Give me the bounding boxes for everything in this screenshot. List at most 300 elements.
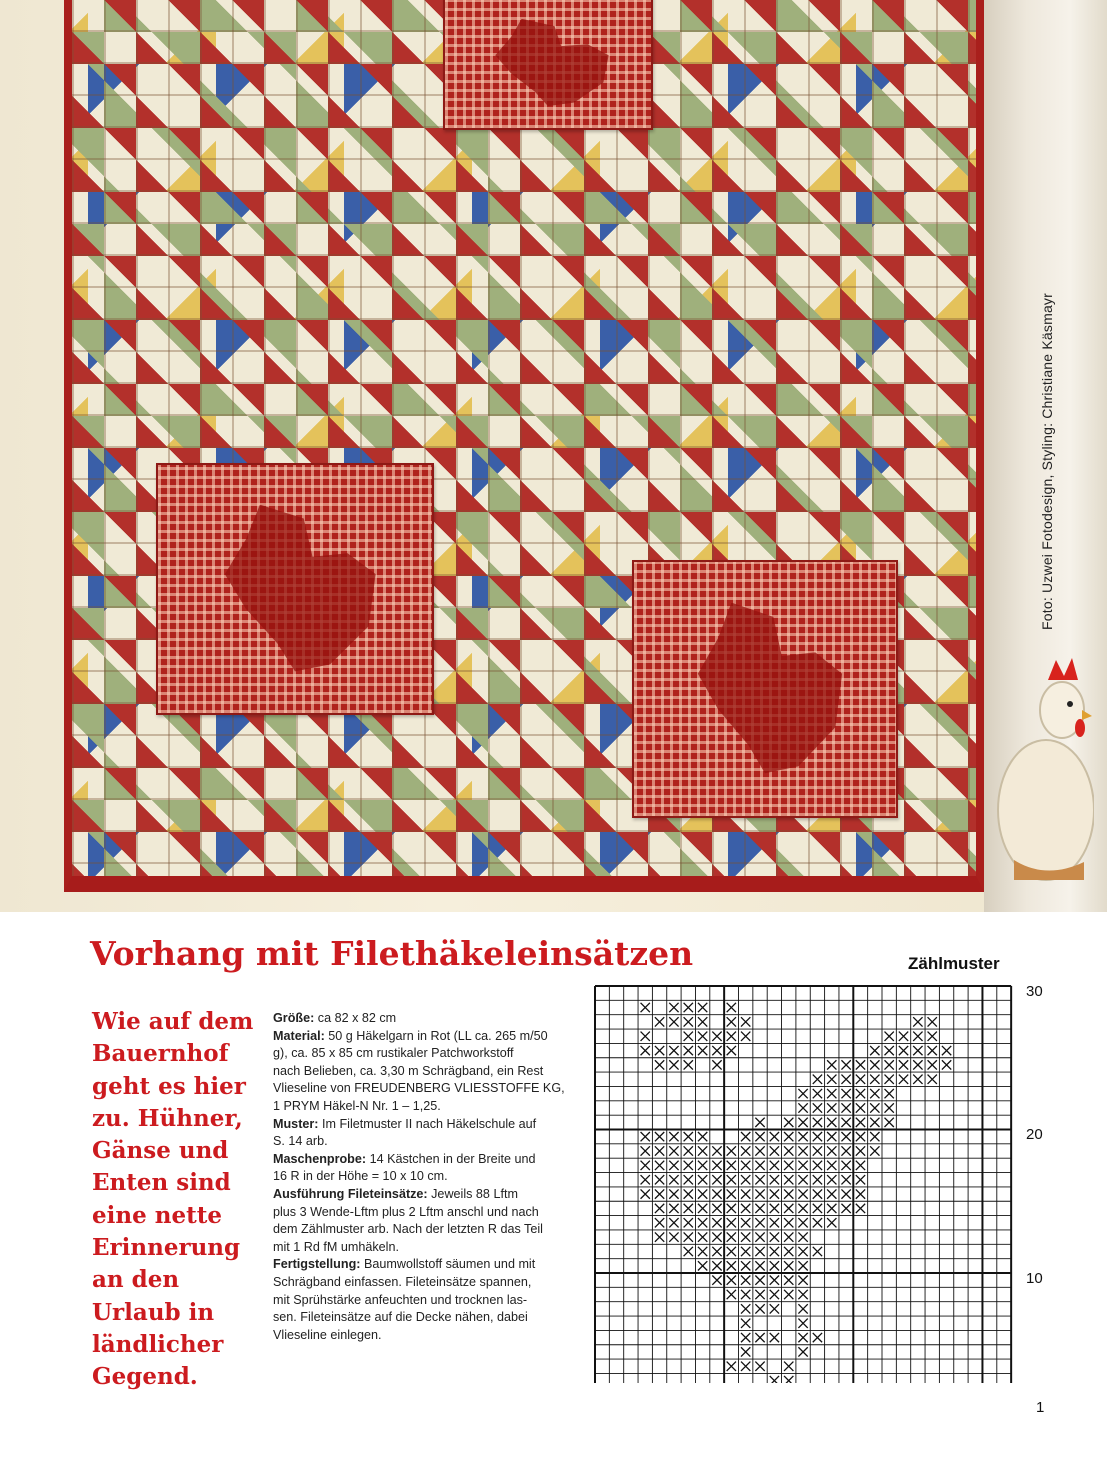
filled-stitch-cross <box>784 1232 793 1241</box>
filled-stitch-cross <box>813 1132 822 1141</box>
filled-stitch-cross <box>741 1347 750 1356</box>
instruction-line <box>273 1168 575 1186</box>
instruction-line <box>273 1028 575 1046</box>
filled-stitch-cross <box>669 1189 678 1198</box>
filled-stitch-cross <box>827 1189 836 1198</box>
filled-stitch-cross <box>798 1218 807 1227</box>
filled-stitch-cross <box>712 1032 721 1041</box>
filled-stitch-cross <box>741 1247 750 1256</box>
filled-stitch-cross <box>784 1146 793 1155</box>
filled-stitch-cross <box>755 1218 764 1227</box>
row-label-30: 30 <box>1026 983 1043 1000</box>
filled-stitch-cross <box>727 1276 736 1285</box>
filled-stitch-cross <box>928 1017 937 1026</box>
filled-stitch-cross <box>684 1060 693 1069</box>
filled-stitch-cross <box>813 1247 822 1256</box>
filled-stitch-cross <box>798 1276 807 1285</box>
filled-stitch-cross <box>641 1032 650 1041</box>
filled-stitch-cross <box>770 1161 779 1170</box>
intro-line: Gegend. <box>92 1363 198 1391</box>
filled-stitch-cross <box>727 1290 736 1299</box>
filled-stitch-cross <box>655 1060 664 1069</box>
filled-stitch-cross <box>727 1032 736 1041</box>
filled-stitch-cross <box>655 1132 664 1141</box>
intro-text <box>92 1006 272 1394</box>
filled-stitch-cross <box>741 1161 750 1170</box>
filled-stitch-cross <box>669 1003 678 1012</box>
filled-stitch-cross <box>755 1261 764 1270</box>
filled-stitch-cross <box>813 1146 822 1155</box>
filled-stitch-cross <box>856 1189 865 1198</box>
filled-stitch-cross <box>741 1175 750 1184</box>
filled-stitch-cross <box>841 1175 850 1184</box>
filled-stitch-cross <box>856 1060 865 1069</box>
filled-stitch-cross <box>813 1075 822 1084</box>
filled-stitch-cross <box>755 1247 764 1256</box>
instruction-text: nach Belieben, ca. 3,30 m Schrägband, ein Rest <box>273 1063 544 1078</box>
intro-line: Enten sind <box>92 1169 231 1197</box>
filled-stitch-cross <box>856 1175 865 1184</box>
filled-stitch-cross <box>798 1175 807 1184</box>
filled-stitch-cross <box>798 1347 807 1356</box>
filled-stitch-cross <box>741 1362 750 1371</box>
filled-stitch-cross <box>669 1017 678 1026</box>
filled-stitch-cross <box>841 1146 850 1155</box>
filled-stitch-cross <box>741 1290 750 1299</box>
filled-stitch-cross <box>741 1204 750 1213</box>
instruction-line <box>273 1098 575 1116</box>
filled-stitch-cross <box>770 1204 779 1213</box>
filled-stitch-cross <box>870 1132 879 1141</box>
filled-stitch-cross <box>641 1146 650 1155</box>
filled-stitch-cross <box>770 1376 779 1383</box>
filled-stitch-cross <box>669 1161 678 1170</box>
filled-stitch-cross <box>655 1189 664 1198</box>
filled-stitch-cross <box>741 1017 750 1026</box>
ceramic-hen-figurine <box>984 640 1094 890</box>
filled-stitch-cross <box>727 1362 736 1371</box>
filled-stitch-cross <box>698 1247 707 1256</box>
filled-stitch-cross <box>870 1046 879 1055</box>
filled-stitch-cross <box>784 1276 793 1285</box>
rooster-motif <box>681 603 849 781</box>
filled-stitch-cross <box>755 1276 764 1285</box>
filled-stitch-cross <box>784 1175 793 1184</box>
instruction-text: 14 Kästchen in der Breite und <box>366 1151 536 1166</box>
instruction-text: plus 3 Wende-Lftm plus 2 Lftm anschl und nach <box>273 1204 539 1219</box>
instruction-line <box>273 1274 575 1292</box>
intro-line: Wie auf dem <box>92 1008 254 1035</box>
filled-stitch-cross <box>655 1232 664 1241</box>
filled-stitch-cross <box>784 1362 793 1371</box>
filled-stitch-cross <box>856 1075 865 1084</box>
filled-stitch-cross <box>813 1333 822 1342</box>
filled-stitch-cross <box>712 1189 721 1198</box>
filled-stitch-cross <box>655 1161 664 1170</box>
filled-stitch-cross <box>641 1003 650 1012</box>
instruction-text: sen. Fileteinsätze auf die Decke nähen, dabei <box>273 1310 528 1325</box>
filled-stitch-cross <box>913 1046 922 1055</box>
filled-stitch-cross <box>827 1060 836 1069</box>
filled-stitch-cross <box>755 1290 764 1299</box>
filled-stitch-cross <box>798 1204 807 1213</box>
filled-stitch-cross <box>856 1204 865 1213</box>
filled-stitch-cross <box>841 1204 850 1213</box>
filled-stitch-cross <box>885 1032 894 1041</box>
filled-stitch-cross <box>727 1204 736 1213</box>
instruction-label: Maschenprobe: <box>273 1151 367 1166</box>
instruction-text: Im Filetmuster II nach Häkelschule auf <box>318 1116 537 1131</box>
filled-stitch-cross <box>641 1046 650 1055</box>
filled-stitch-cross <box>741 1189 750 1198</box>
filled-stitch-cross <box>798 1290 807 1299</box>
filled-stitch-cross <box>885 1118 894 1127</box>
filled-stitch-cross <box>827 1161 836 1170</box>
filled-stitch-cross <box>813 1204 822 1213</box>
filled-stitch-cross <box>813 1175 822 1184</box>
filled-stitch-cross <box>942 1046 951 1055</box>
filled-stitch-cross <box>727 1003 736 1012</box>
filled-stitch-cross <box>669 1132 678 1141</box>
intro-line: Erinnerung <box>92 1234 241 1262</box>
instructions-text <box>273 1010 575 1344</box>
filled-stitch-cross <box>684 1175 693 1184</box>
filled-stitch-cross <box>641 1132 650 1141</box>
instruction-line <box>273 1186 575 1204</box>
filled-stitch-cross <box>928 1060 937 1069</box>
filled-stitch-cross <box>727 1218 736 1227</box>
filled-stitch-cross <box>827 1118 836 1127</box>
filled-stitch-cross <box>684 1046 693 1055</box>
instruction-text: S. 14 arb. <box>273 1134 328 1149</box>
instruction-line <box>273 1204 575 1222</box>
filled-stitch-cross <box>755 1146 764 1155</box>
filled-stitch-cross <box>784 1218 793 1227</box>
filled-stitch-cross <box>741 1132 750 1141</box>
intro-line: ländlicher <box>92 1330 224 1358</box>
filled-stitch-cross <box>669 1232 678 1241</box>
row-label-1: 1 <box>1036 1399 1045 1416</box>
filled-stitch-cross <box>712 1175 721 1184</box>
instruction-line <box>273 1292 575 1310</box>
filled-stitch-cross <box>913 1060 922 1069</box>
filled-stitch-cross <box>770 1146 779 1155</box>
intro-line: an den <box>92 1266 180 1294</box>
filled-stitch-cross <box>870 1146 879 1155</box>
filled-stitch-cross <box>770 1132 779 1141</box>
filled-stitch-cross <box>784 1118 793 1127</box>
instruction-text: Vlieseline von FREUDENBERG VLIESSTOFFE KG, <box>273 1081 565 1096</box>
filled-stitch-cross <box>684 1247 693 1256</box>
filled-stitch-cross <box>684 1003 693 1012</box>
filled-stitch-cross <box>784 1204 793 1213</box>
filled-stitch-cross <box>770 1175 779 1184</box>
instruction-text: 1 PRYM Häkel-N Nr. 1 – 1,25. <box>273 1098 441 1113</box>
filled-stitch-cross <box>698 1204 707 1213</box>
filled-stitch-cross <box>755 1304 764 1313</box>
filled-stitch-cross <box>885 1089 894 1098</box>
filled-stitch-cross <box>928 1075 937 1084</box>
filled-stitch-cross <box>669 1046 678 1055</box>
filled-stitch-cross <box>755 1132 764 1141</box>
filled-stitch-cross <box>885 1103 894 1112</box>
intro-line: geht es hier <box>92 1072 246 1100</box>
intro-line: Urlaub in <box>92 1298 215 1326</box>
filled-stitch-cross <box>813 1218 822 1227</box>
filled-stitch-cross <box>712 1060 721 1069</box>
filled-stitch-cross <box>827 1218 836 1227</box>
rooster-motif <box>207 505 382 679</box>
filled-stitch-cross <box>641 1189 650 1198</box>
filled-stitch-cross <box>928 1046 937 1055</box>
filled-stitch-cross <box>684 1232 693 1241</box>
instruction-line <box>273 1239 575 1257</box>
filled-stitch-cross <box>841 1118 850 1127</box>
filled-stitch-cross <box>856 1089 865 1098</box>
filled-stitch-cross <box>770 1189 779 1198</box>
filled-stitch-cross <box>827 1175 836 1184</box>
filled-stitch-cross <box>755 1232 764 1241</box>
filled-stitch-cross <box>741 1232 750 1241</box>
filled-stitch-cross <box>698 1161 707 1170</box>
filled-stitch-cross <box>684 1132 693 1141</box>
filled-stitch-cross <box>841 1189 850 1198</box>
filled-stitch-cross <box>655 1017 664 1026</box>
filled-stitch-cross <box>841 1132 850 1141</box>
instruction-text: g), ca. 85 x 85 cm rustikaler Patchworkstoff <box>273 1046 514 1061</box>
filled-stitch-cross <box>770 1247 779 1256</box>
filled-stitch-cross <box>755 1161 764 1170</box>
instruction-text: Vlieseline einlegen. <box>273 1327 382 1342</box>
filled-stitch-cross <box>698 1032 707 1041</box>
filled-stitch-cross <box>899 1075 908 1084</box>
filled-stitch-cross <box>684 1032 693 1041</box>
filled-stitch-cross <box>827 1075 836 1084</box>
filled-stitch-cross <box>655 1146 664 1155</box>
filled-stitch-cross <box>741 1218 750 1227</box>
filled-stitch-cross <box>885 1075 894 1084</box>
filled-stitch-cross <box>712 1146 721 1155</box>
instruction-line <box>273 1327 575 1345</box>
filled-stitch-cross <box>712 1204 721 1213</box>
filled-stitch-cross <box>913 1075 922 1084</box>
filled-stitch-cross <box>741 1146 750 1155</box>
filled-stitch-cross <box>741 1276 750 1285</box>
filled-stitch-cross <box>784 1247 793 1256</box>
filled-stitch-cross <box>813 1118 822 1127</box>
filled-stitch-cross <box>885 1046 894 1055</box>
row-label-10: 10 <box>1026 1270 1043 1287</box>
filled-stitch-cross <box>727 1146 736 1155</box>
filet-insert-top <box>443 0 653 130</box>
filled-stitch-cross <box>669 1146 678 1155</box>
filled-stitch-cross <box>755 1189 764 1198</box>
filled-stitch-cross <box>798 1189 807 1198</box>
filled-stitch-cross <box>870 1089 879 1098</box>
filled-stitch-cross <box>712 1046 721 1055</box>
filled-stitch-cross <box>727 1017 736 1026</box>
filled-stitch-cross <box>798 1146 807 1155</box>
filled-stitch-cross <box>784 1376 793 1383</box>
filled-stitch-cross <box>669 1175 678 1184</box>
filled-stitch-cross <box>741 1319 750 1328</box>
filled-stitch-cross <box>712 1161 721 1170</box>
filled-stitch-cross <box>770 1304 779 1313</box>
filled-stitch-cross <box>813 1089 822 1098</box>
filled-stitch-cross <box>727 1261 736 1270</box>
filled-stitch-cross <box>798 1161 807 1170</box>
instruction-label: Material: <box>273 1028 325 1043</box>
instruction-text: 50 g Häkelgarn in Rot (LL ca. 265 m/50 <box>324 1028 548 1043</box>
filled-stitch-cross <box>727 1161 736 1170</box>
filet-insert-right <box>632 560 898 818</box>
filled-stitch-cross <box>655 1046 664 1055</box>
filled-stitch-cross <box>727 1247 736 1256</box>
photo-credit: Foto: Uzwei Fotodesign, Styling: Christiane Käsmayr <box>1039 293 1055 630</box>
filled-stitch-cross <box>827 1103 836 1112</box>
filled-stitch-cross <box>698 1003 707 1012</box>
instruction-line <box>273 1256 575 1274</box>
filled-stitch-cross <box>841 1089 850 1098</box>
instruction-label: Größe: <box>273 1011 315 1025</box>
chart-title: Zählmuster <box>908 954 1000 973</box>
filled-stitch-cross <box>698 1017 707 1026</box>
filled-stitch-cross <box>669 1218 678 1227</box>
filled-stitch-cross <box>856 1132 865 1141</box>
filled-stitch-cross <box>698 1218 707 1227</box>
filled-stitch-cross <box>755 1175 764 1184</box>
instruction-line <box>273 1133 575 1151</box>
filled-stitch-cross <box>841 1103 850 1112</box>
instruction-line <box>273 1151 575 1169</box>
filled-stitch-cross <box>641 1175 650 1184</box>
filled-stitch-cross <box>870 1103 879 1112</box>
filled-stitch-cross <box>741 1333 750 1342</box>
filet-insert-left <box>156 463 434 715</box>
filled-stitch-cross <box>669 1060 678 1069</box>
filled-stitch-cross <box>841 1161 850 1170</box>
instruction-text: dem Zählmuster arb. Nach der letzten R das Teil <box>273 1222 543 1237</box>
instruction-line <box>273 1116 575 1134</box>
filled-stitch-cross <box>827 1089 836 1098</box>
filled-stitch-cross <box>856 1146 865 1155</box>
filled-stitch-cross <box>913 1017 922 1026</box>
row-label-20: 20 <box>1026 1126 1043 1143</box>
filled-stitch-cross <box>698 1146 707 1155</box>
filled-stitch-cross <box>798 1132 807 1141</box>
filled-stitch-cross <box>841 1075 850 1084</box>
filled-stitch-cross <box>899 1046 908 1055</box>
filled-stitch-cross <box>727 1232 736 1241</box>
instruction-text: mit Sprühstärke anfeuchten und trocknen las- <box>273 1292 528 1307</box>
instruction-text: mit 1 Rd fM umhäkeln. <box>273 1239 399 1254</box>
filled-stitch-cross <box>770 1261 779 1270</box>
article-title: Vorhang mit Filethäkeleinsätzen <box>90 934 694 973</box>
filled-stitch-cross <box>870 1075 879 1084</box>
filled-stitch-cross <box>798 1304 807 1313</box>
filled-stitch-cross <box>798 1247 807 1256</box>
instruction-line <box>273 1010 575 1028</box>
filled-stitch-cross <box>741 1261 750 1270</box>
filled-stitch-cross <box>784 1132 793 1141</box>
filled-stitch-cross <box>770 1276 779 1285</box>
filled-stitch-cross <box>827 1204 836 1213</box>
instruction-line <box>273 1221 575 1239</box>
instruction-text: Schrägband einfassen. Fileteinsätze spannen, <box>273 1274 532 1289</box>
filled-stitch-cross <box>856 1161 865 1170</box>
filled-stitch-cross <box>813 1189 822 1198</box>
filled-stitch-cross <box>712 1218 721 1227</box>
filled-stitch-cross <box>684 1204 693 1213</box>
filled-stitch-cross <box>798 1261 807 1270</box>
filled-stitch-cross <box>741 1032 750 1041</box>
filled-stitch-cross <box>841 1060 850 1069</box>
filled-stitch-cross <box>813 1103 822 1112</box>
rooster-motif <box>482 19 614 110</box>
filled-stitch-cross <box>712 1261 721 1270</box>
filled-stitch-cross <box>755 1333 764 1342</box>
filled-stitch-cross <box>942 1060 951 1069</box>
filled-stitch-cross <box>698 1261 707 1270</box>
intro-line: zu. Hühner, <box>92 1104 243 1132</box>
instruction-line <box>273 1045 575 1063</box>
filled-stitch-cross <box>669 1204 678 1213</box>
filled-stitch-cross <box>684 1161 693 1170</box>
filled-stitch-cross <box>684 1189 693 1198</box>
instruction-text: Jeweils 88 Lftm <box>427 1186 518 1201</box>
filled-stitch-cross <box>684 1017 693 1026</box>
filled-stitch-cross <box>655 1175 664 1184</box>
filled-stitch-cross <box>684 1218 693 1227</box>
counting-pattern-grid <box>592 983 1016 1383</box>
filled-stitch-cross <box>755 1118 764 1127</box>
filled-stitch-cross <box>727 1175 736 1184</box>
filled-stitch-cross <box>712 1276 721 1285</box>
instruction-label: Muster: <box>273 1116 319 1131</box>
filled-stitch-cross <box>798 1333 807 1342</box>
filled-stitch-cross <box>712 1247 721 1256</box>
filled-stitch-cross <box>798 1232 807 1241</box>
filled-stitch-cross <box>655 1218 664 1227</box>
filled-stitch-cross <box>770 1333 779 1342</box>
filled-stitch-cross <box>641 1161 650 1170</box>
filled-stitch-cross <box>798 1118 807 1127</box>
filled-stitch-cross <box>856 1103 865 1112</box>
instruction-line <box>273 1080 575 1098</box>
intro-line: eine nette <box>92 1201 222 1229</box>
filled-stitch-cross <box>741 1304 750 1313</box>
instruction-line <box>273 1309 575 1327</box>
filled-stitch-cross <box>784 1290 793 1299</box>
filled-stitch-cross <box>784 1261 793 1270</box>
filled-stitch-cross <box>727 1046 736 1055</box>
filled-stitch-cross <box>684 1146 693 1155</box>
filled-stitch-cross <box>870 1060 879 1069</box>
filled-stitch-cross <box>698 1232 707 1241</box>
filled-stitch-cross <box>928 1032 937 1041</box>
filled-stitch-cross <box>899 1032 908 1041</box>
filled-stitch-cross <box>870 1118 879 1127</box>
instruction-label: Fertigstellung: <box>273 1257 361 1272</box>
filled-stitch-cross <box>755 1362 764 1371</box>
filled-stitch-cross <box>698 1175 707 1184</box>
instruction-label: Ausführung Fileteinsätze: <box>273 1186 428 1201</box>
filled-stitch-cross <box>913 1032 922 1041</box>
instruction-text: ca 82 x 82 cm <box>314 1011 397 1025</box>
filled-stitch-cross <box>856 1118 865 1127</box>
intro-line: Gänse und <box>92 1137 229 1165</box>
filled-stitch-cross <box>770 1232 779 1241</box>
